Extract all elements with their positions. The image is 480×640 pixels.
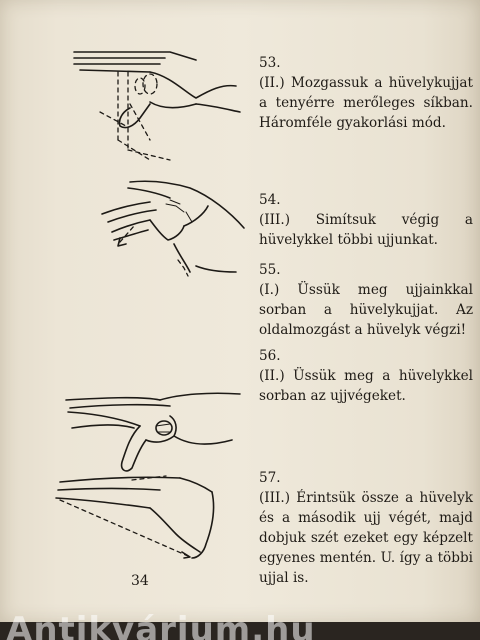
exercise-text: (II.) Mozgassuk a hüvelykujjat a tenyérre merőleges síkban. Háromféle gyakorlási mód. [259,75,473,131]
page-number: 34 [131,573,149,589]
exercise-number: 53. [259,55,281,71]
hand-illustration-54 [102,181,244,276]
exercise-text: (II.) Üssük meg a hüvelykkel sorban az ujjvégeket. [259,368,473,404]
exercise-number: 57. [259,470,281,486]
exercise-number: 55. [259,262,281,278]
hand-illustration-53 [74,52,240,160]
exercise-text: (III.) Érintsük össze a hüvelyk és a második ujj végét, majd dobjuk szét ezeket egy képzelt egyenes mentén. U. így a többi ujjal is. [259,490,473,586]
watermark: Antikvárium.hu [6,610,316,640]
hand-illustration-56 [66,393,240,471]
exercise-text: (III.) Simítsuk végig a hüvelykkel többi ujjunkat. [259,212,473,248]
exercise-54 [259,190,473,250]
exercise-number: 54. [259,192,281,208]
exercise-55 [259,260,473,340]
exercise-57 [259,468,473,588]
exercise-56 [259,346,473,406]
hand-illustration-57 [56,476,214,558]
exercise-53 [259,53,473,133]
exercise-text: (I.) Üssük meg ujjainkkal sorban a hüvelykujjat. Az oldalmozgást a hüvelyk végzi! [259,282,473,338]
exercise-number: 56. [259,348,281,364]
